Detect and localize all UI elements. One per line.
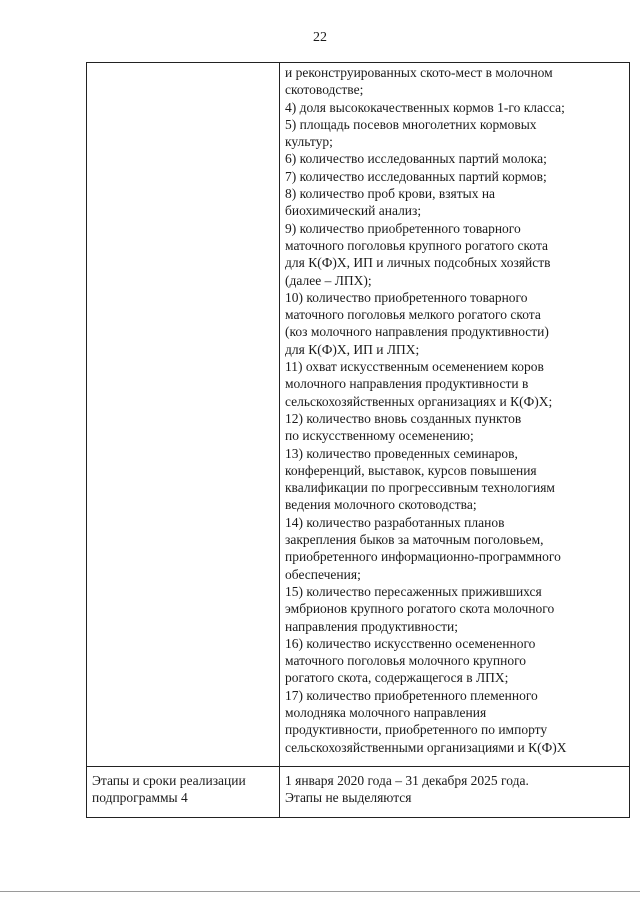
indicator-line: эмбрионов крупного рогатого скота молочного [285,601,555,617]
stages-label-line: Этапы и сроки реализации [92,773,246,788]
indicator-line: 15) количество пересаженных прижившихся [285,583,542,599]
indicator-line: маточного поголовья молочного крупного [285,653,527,669]
indicator-line: молочного направления продуктивности в [285,376,529,392]
indicator-line: 11) охват искусственным осеменением коров [285,359,544,375]
indicator-line: биохимический анализ; [285,203,422,219]
page-number: 22 [313,30,327,45]
indicator-line: сельскохозяйственных организациях и К(Ф)Х; [285,393,553,409]
indicator-line: скотоводстве; [285,82,364,98]
indicator-line: (далее – ЛПХ); [285,272,372,288]
indicator-line: 17) количество приобретенного племенного [285,687,538,703]
indicator-line: 16) количество искусственно осемененного [285,635,536,651]
table-cell-indicators-list [280,63,630,767]
indicator-line: для К(Ф)Х, ИП и личных подсобных хозяйств [285,255,551,271]
indicator-line: 12) количество вновь созданных пунктов [285,410,522,426]
indicator-line: ведения молочного скотоводства; [285,497,477,513]
page-bottom-rule [0,891,640,892]
indicator-line: обеспечения; [285,566,361,582]
stages-label-cell [87,767,280,818]
indicator-line: 6) количество исследованных партий молока; [285,151,547,167]
indicator-line: квалификации по прогрессивным технологиям [285,480,555,496]
indicator-line: рогатого скота, содержащегося в ЛПХ; [285,670,509,686]
indicator-line: 13) количество проведенных семинаров, [285,445,518,461]
indicator-line: молодняка молочного направления [285,704,487,720]
stages-label-line: подпрограммы 4 [92,790,188,806]
indicator-line: 14) количество разработанных планов [285,514,505,530]
indicator-line: 9) количество приобретенного товарного [285,220,521,236]
indicator-line: для К(Ф)Х, ИП и ЛПХ; [285,341,420,357]
indicator-line: сельскохозяйственными организациями и К(Ф)Х [285,739,567,755]
indicator-line: 8) количество проб крови, взятых на [285,186,496,202]
indicator-line: культур; [285,134,333,150]
indicator-line: закрепления быков за маточным поголовьем, [285,532,544,548]
stages-value-line: Этапы не выделяются [285,790,412,806]
table-row-indicators [87,63,630,767]
subprogram-passport-table [86,62,630,818]
indicator-line: (коз молочного направления продуктивности) [285,324,549,340]
indicator-line: продуктивности, приобретенного по импорту [285,722,548,738]
indicator-line: 10) количество приобретенного товарного [285,289,528,305]
indicator-line: 7) количество исследованных партий кормов; [285,168,547,184]
indicator-line: приобретенного информационно-программного [285,549,561,565]
indicator-line: маточного поголовья мелкого рогатого скота [285,307,541,323]
indicator-line: направления продуктивности; [285,618,458,634]
indicator-line: 4) доля высококачественных кормов 1-го класса; [285,99,565,115]
stages-value-cell [280,767,630,818]
indicator-line: и реконструированных ското-мест в молочном [285,65,553,80]
table-row-stages [87,767,630,818]
indicator-line: конференций, выставок, курсов повышения [285,462,537,478]
table-cell-empty-label [87,63,280,767]
indicator-line: маточного поголовья крупного рогатого скота [285,237,549,253]
indicator-line: 5) площадь посевов многолетних кормовых [285,116,537,132]
indicator-line: по искусственному осеменению; [285,428,474,444]
stages-value-line: 1 января 2020 года – 31 декабря 2025 года. [285,773,529,788]
